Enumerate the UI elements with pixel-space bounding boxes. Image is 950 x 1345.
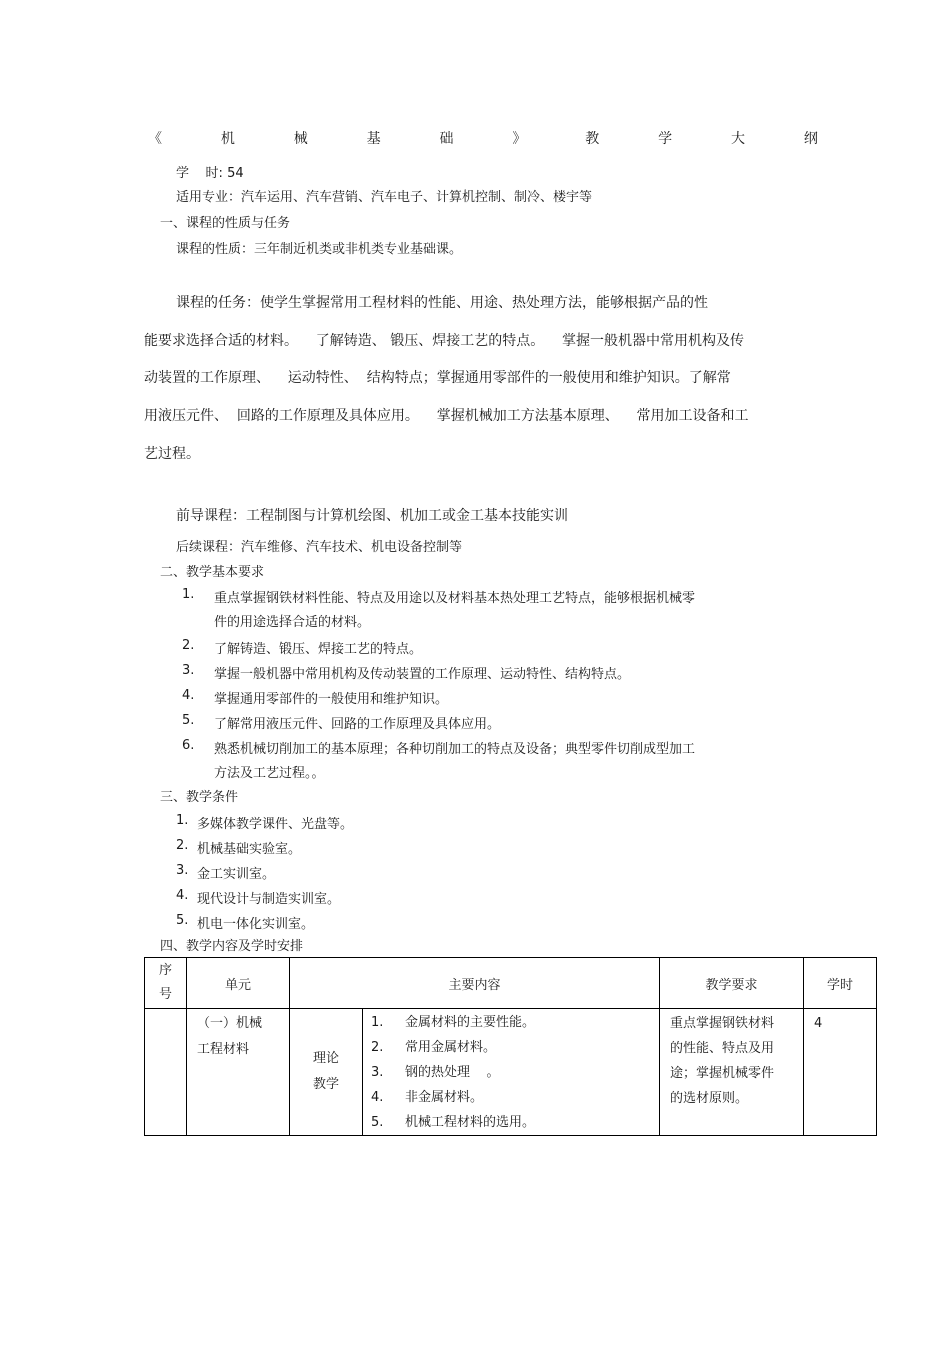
row-items bbox=[363, 1009, 660, 1136]
condition-text: 多媒体教学课件、光盘等。 bbox=[197, 817, 354, 832]
row-unit-line: 工程材料 bbox=[197, 1042, 250, 1057]
title-char: 教 bbox=[585, 131, 600, 147]
schedule-table bbox=[144, 957, 877, 1136]
item-text: 钢的热处理 。 bbox=[405, 1065, 500, 1080]
req-num: 5. bbox=[182, 713, 195, 728]
section2-heading: 二、教学基本要求 bbox=[160, 565, 265, 580]
condition-num: 1. bbox=[176, 813, 189, 828]
condition-text: 现代设计与制造实训室。 bbox=[197, 892, 341, 907]
header-unit: 单元 bbox=[187, 958, 290, 1009]
title-char: 械 bbox=[293, 131, 308, 147]
condition-text: 机械基础实验室。 bbox=[197, 842, 302, 857]
title-char: 纲 bbox=[803, 131, 818, 147]
row-hours: 4 bbox=[804, 1009, 877, 1136]
list-item bbox=[363, 1035, 659, 1060]
list-item bbox=[363, 1010, 659, 1035]
row-unit bbox=[187, 1009, 290, 1136]
req-num: 2. bbox=[182, 638, 195, 653]
list-item bbox=[363, 1110, 659, 1135]
title-char: 机 bbox=[220, 131, 235, 147]
condition-text: 金工实训室。 bbox=[197, 867, 276, 882]
row-requirement bbox=[660, 1009, 804, 1136]
req-text: 方法及工艺过程。。 bbox=[214, 766, 325, 781]
section4-heading: 四、教学内容及学时安排 bbox=[160, 939, 304, 954]
title-char: 《 bbox=[148, 131, 162, 147]
task-line: 艺过程。 bbox=[144, 446, 200, 462]
row-type-line: 教学 bbox=[312, 1077, 339, 1092]
item-text: 常用金属材料。 bbox=[405, 1040, 497, 1055]
req-text: 掌握一般机器中常用机构及传动装置的工作原理、运动特性、结构特点。 bbox=[214, 667, 631, 682]
header-seq bbox=[145, 958, 187, 1009]
list-item bbox=[363, 1060, 659, 1085]
task-line: 能要求选择合适的材料。 了解铸造、 锻压、焊接工艺的特点。 掌握一般机器中常用机构及传 bbox=[144, 333, 745, 349]
item-num: 4. bbox=[371, 1090, 384, 1105]
header-content: 主要内容 bbox=[290, 958, 660, 1009]
header-seq-line: 号 bbox=[158, 987, 172, 1002]
majors-line: 适用专业：汽车运用、汽车营销、汽车电子、计算机控制、制冷、楼宇等 bbox=[176, 190, 593, 205]
title-char: 大 bbox=[731, 131, 745, 147]
condition-num: 5. bbox=[176, 913, 189, 928]
row-seq bbox=[145, 1009, 187, 1136]
row-req-line: 的性能、特点及用 bbox=[670, 1041, 775, 1056]
document-title bbox=[148, 128, 818, 148]
row-req-line: 的选材原则。 bbox=[670, 1091, 749, 1106]
section1-heading: 一、课程的性质与任务 bbox=[160, 216, 291, 231]
task-line: 动装置的工作原理、 运动特性、 结构特点；掌握通用零部件的一般使用和维护知识。了解常 bbox=[144, 370, 731, 386]
condition-text: 机电一体化实训室。 bbox=[197, 917, 315, 932]
header-requirement: 教学要求 bbox=[660, 958, 804, 1009]
condition-num: 2. bbox=[176, 838, 189, 853]
header-seq-line: 序 bbox=[158, 963, 172, 978]
item-num: 2. bbox=[371, 1040, 384, 1055]
nature-line: 课程的性质：三年制近机类或非机类专业基础课。 bbox=[176, 242, 463, 257]
hours-line bbox=[176, 162, 244, 181]
req-text: 了解常用液压元件、回路的工作原理及具体应用。 bbox=[214, 717, 501, 732]
title-char: 》 bbox=[512, 131, 527, 147]
row-type-line: 理论 bbox=[312, 1051, 339, 1066]
row-req-line: 重点掌握钢铁材料 bbox=[670, 1016, 775, 1031]
req-num: 4. bbox=[182, 688, 195, 703]
follow-line: 后续课程：汽车维修、汽车技术、机电设备控制等 bbox=[176, 540, 463, 555]
req-text: 件的用途选择合适的材料。 bbox=[214, 615, 371, 630]
req-text: 熟悉机械切削加工的基本原理；各种切削加工的特点及设备；典型零件切削成型加工 bbox=[214, 742, 696, 757]
header-hours: 学时 bbox=[804, 958, 877, 1009]
item-num: 5. bbox=[371, 1115, 384, 1130]
item-text: 非金属材料。 bbox=[405, 1090, 484, 1105]
section3-heading: 三、教学条件 bbox=[160, 790, 239, 805]
prereq-line: 前导课程：工程制图与计算机绘图、机加工或金工基本技能实训 bbox=[176, 508, 568, 524]
item-num: 1. bbox=[371, 1015, 384, 1030]
req-num: 1. bbox=[182, 587, 195, 602]
condition-num: 4. bbox=[176, 888, 189, 903]
req-text: 了解铸造、锻压、焊接工艺的特点。 bbox=[214, 642, 423, 657]
title-char: 础 bbox=[439, 131, 454, 147]
hours-value: 54 bbox=[227, 166, 244, 181]
task-line: 用液压元件、 回路的工作原理及具体应用。 掌握机械加工方法基本原理、 常用加工设备和工 bbox=[144, 408, 749, 424]
list-item bbox=[363, 1085, 659, 1110]
row-type bbox=[290, 1009, 363, 1136]
item-num: 3. bbox=[371, 1065, 384, 1080]
row-unit-line: （一）机械 bbox=[197, 1016, 263, 1031]
hours-label: 学 时: bbox=[176, 166, 223, 181]
req-num: 3. bbox=[182, 663, 195, 678]
row-req-line: 途；掌握机械零件 bbox=[670, 1066, 775, 1081]
req-text: 重点掌握钢铁材料性能、特点及用途以及材料基本热处理工艺特点，能够根据机械零 bbox=[214, 591, 696, 606]
task-line: 课程的任务：使学生掌握常用工程材料的性能、用途、热处理方法，能够根据产品的性 bbox=[176, 295, 708, 311]
item-text: 金属材料的主要性能。 bbox=[405, 1015, 536, 1030]
condition-num: 3. bbox=[176, 863, 189, 878]
table-row bbox=[145, 1009, 877, 1136]
title-char: 基 bbox=[366, 131, 381, 147]
table-header-row bbox=[145, 958, 877, 1009]
req-text: 掌握通用零部件的一般使用和维护知识。 bbox=[214, 692, 449, 707]
title-char: 学 bbox=[658, 131, 673, 147]
item-text: 机械工程材料的选用。 bbox=[405, 1115, 536, 1130]
req-num: 6. bbox=[182, 738, 195, 753]
